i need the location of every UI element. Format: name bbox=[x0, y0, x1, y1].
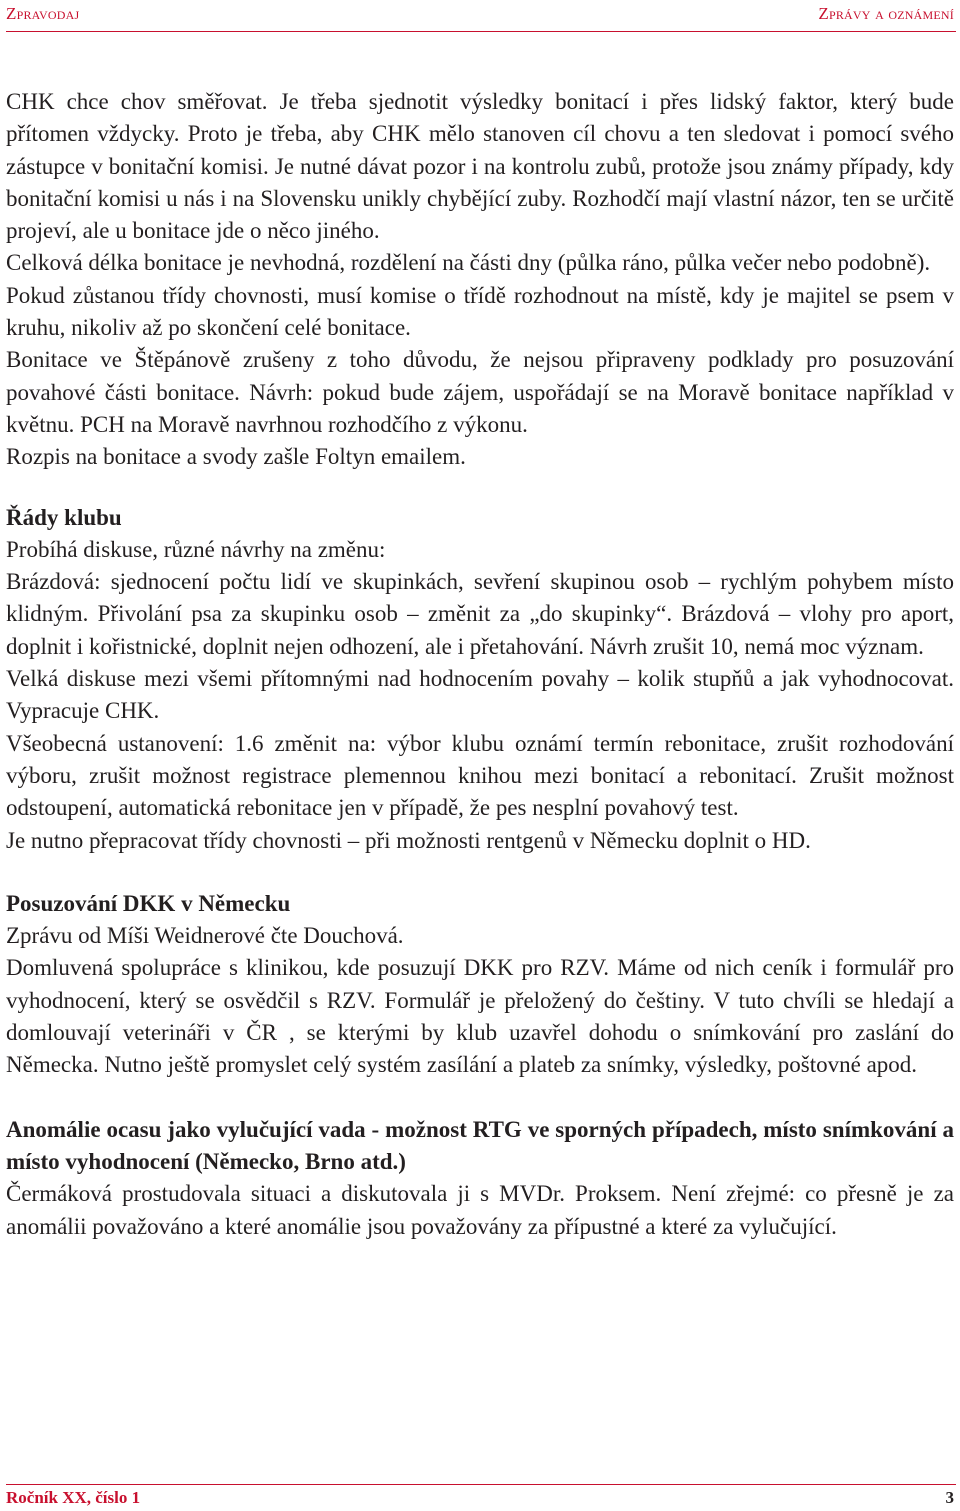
page-number: 3 bbox=[945, 1488, 954, 1507]
paragraph: Probíhá diskuse, různé návrhy na změnu: bbox=[6, 536, 386, 562]
paragraph: Zprávu od Míši Weidnerové čte Douchová. bbox=[6, 923, 404, 949]
footer-rule bbox=[6, 1484, 956, 1485]
section-heading: Posuzování DKK v Německu bbox=[6, 890, 291, 916]
header-rule bbox=[6, 31, 956, 32]
section-heading: Anomálie ocasu jako vylučující vada - možnost RTG ve sporných případech, místo snímkování a místo vyhodnocení (Německo, Brno atd.) bbox=[6, 1116, 954, 1174]
article-body bbox=[6, 86, 954, 1243]
running-head bbox=[0, 0, 960, 30]
issue-label: Ročník XX, číslo 1 bbox=[6, 1488, 141, 1507]
spacer bbox=[6, 857, 954, 888]
paragraph: Pokud zůstanou třídy chovnosti, musí komise o třídě rozhodnout na místě, kdy je majitel se psem v kruhu, nikoliv až po skončení celé bonitace. bbox=[6, 282, 954, 341]
paragraph: Je nutno přepracovat třídy chovnosti – při možnosti rentgenů v Německu doplnit o HD. bbox=[6, 827, 811, 853]
paragraph: Celková délka bonitace je nevhodná, rozdělení na části dny (půlka ráno, půlka večer nebo podobně). bbox=[6, 250, 931, 276]
spacer bbox=[6, 1082, 954, 1114]
paragraph: CHK chce chov směřovat. Je třeba sjednotit výsledky bonitací i přes lidský faktor, který bude přítomen vždycky. Proto je třeba, aby CHK mělo stanoven cíl chovu a ten sledovat i pomocí svého zástupce v bonitační komisi. Je nutné dávat pozor i na kontrolu zubů, protože jsou známy případy, kdy bonitační komisi u nás i na Slovensku unikly chybějící zuby. Rozhodčí mají vlastní názor, ten se určitě projeví, ale u bonitace jde o něco jiného. bbox=[6, 89, 954, 244]
paragraph: Čermáková prostudovala situaci a diskutovala ji s MVDr. Proksem. Není zřejmé: co přesně je za anomálii považováno a které anomálie jsou považovány za přípustné a které za vylučující. bbox=[6, 1181, 954, 1239]
journal-name: Zpravodaj bbox=[6, 4, 80, 23]
paragraph: Rozpis na bonitace a svody zašle Foltyn emailem. bbox=[6, 444, 466, 470]
paragraph: Bonitace ve Štěpánově zrušeny z toho důvodu, že nejsou připraveny podklady pro posuzování povahové části bonitace. Návrh: pokud bude zájem, uspořádají se na Moravě bonitace například v květnu. PCH na Moravě navrhnou rozhodčího z výkonu. bbox=[6, 347, 954, 437]
spacer bbox=[6, 474, 954, 502]
paragraph: Všeobecná ustanovení: 1.6 změnit na: výbor klubu oznámí termín rebonitace, zrušit rozhodování výboru, zrušit možnost registrace plemennou knihou mezi bonitací a rebonitací. Zrušit možnost odstoupení, automatická rebonitace jen v případě, že pes nesplní povahový test. bbox=[6, 730, 954, 821]
paragraph: Domluvená spolupráce s klinikou, kde posuzují DKK pro RZV. Máme od nich ceník i formulář pro vyhodnocení, který se osvědčil s RZV. Formulář je přeložený do češtiny. V tuto chvíli se hledají a domlouvají veterináři v ČR , se kterými by klub uzavřel dohodu o snímkování pro zaslání do Německa. Nutno ještě promyslet celý systém zasílání a plateb za snímky, výsledky, poštovné apod. bbox=[6, 955, 954, 1078]
paragraph: Velká diskuse mezi všemi přítomnými nad hodnocením povahy – kolik stupňů a jak vyhodnocovat. Vypracuje CHK. bbox=[6, 666, 954, 724]
paragraph: Brázdová: sjednocení počtu lidí ve skupinkách, sevření skupinou osob – rychlým pohybem místo klidným. Přivolání psa za skupinku osob – změnit za „do skupinky“. Brázdová – vlohy pro aport, doplnit i kořistnické, doplnit nejen odhození, ale i přetahování. Návrh zrušit 10, nemá moc význam. bbox=[6, 569, 954, 659]
section-name: Zprávy a oznámení bbox=[818, 4, 954, 23]
section-heading: Řády klubu bbox=[6, 504, 122, 530]
